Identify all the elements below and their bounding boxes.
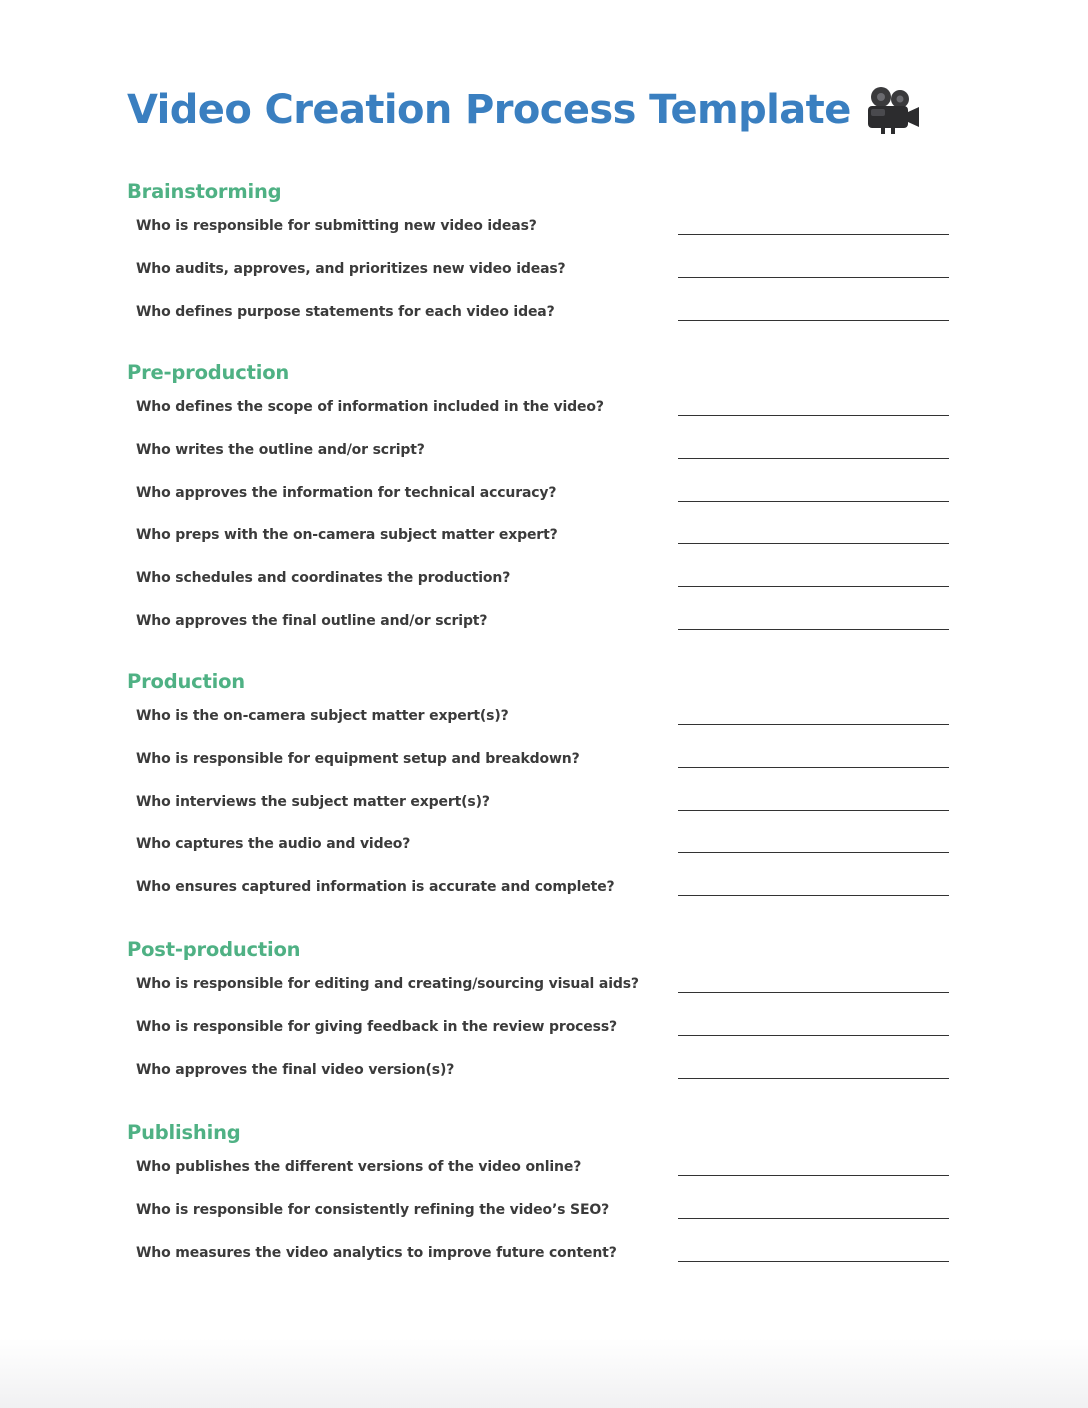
movie-camera-icon — [865, 85, 921, 135]
question-text: Who is responsible for consistently refining the video’s SEO? — [136, 1201, 610, 1218]
answer-line[interactable] — [678, 1035, 949, 1036]
question-text: Who publishes the different versions of the video online? — [136, 1159, 582, 1175]
section-heading: Post-production — [127, 938, 301, 961]
answer-line[interactable] — [678, 895, 949, 896]
answer-line[interactable] — [678, 234, 949, 235]
question-row — [127, 702, 967, 745]
answer-line[interactable] — [678, 629, 949, 630]
question-text: Who audits, approves, and prioritizes new video ideas? — [136, 260, 566, 277]
answer-line[interactable] — [678, 458, 949, 459]
answer-line[interactable] — [678, 501, 949, 502]
question-text: Who is responsible for editing and creating/sourcing visual aids? — [136, 976, 639, 992]
page-bottom-shadow — [0, 1338, 1088, 1408]
question-text: Who defines purpose statements for each video idea? — [136, 303, 555, 320]
question-text: Who is responsible for submitting new video ideas? — [136, 218, 537, 234]
section-heading: Production — [127, 670, 245, 693]
question-text: Who measures the video analytics to improve future content? — [136, 1244, 617, 1261]
question-text: Who approves the final video version(s)? — [136, 1061, 455, 1078]
question-text: Who is responsible for giving feedback in the review process? — [136, 1018, 617, 1035]
question-row — [127, 564, 967, 607]
question-row — [127, 970, 967, 1013]
section-publishing — [127, 1116, 967, 1281]
question-text: Who approves the information for technical accuracy? — [136, 484, 557, 501]
question-row — [127, 298, 967, 341]
answer-line[interactable] — [678, 1175, 949, 1176]
section-heading: Pre-production — [127, 361, 290, 384]
answer-line[interactable] — [678, 1078, 949, 1079]
section-heading: Publishing — [127, 1121, 241, 1144]
question-row — [127, 1056, 967, 1099]
answer-line[interactable] — [678, 810, 949, 811]
question-text: Who is the on-camera subject matter expert(s)? — [136, 708, 509, 724]
question-text: Who approves the final outline and/or script? — [136, 612, 488, 629]
answer-line[interactable] — [678, 1261, 949, 1262]
section-post-production — [127, 933, 967, 1098]
question-text: Who defines the scope of information included in the video? — [136, 399, 604, 415]
question-row — [127, 521, 967, 564]
section-pre-production — [127, 356, 967, 650]
section-production — [127, 665, 967, 916]
question-text: Who writes the outline and/or script? — [136, 441, 425, 458]
question-row — [127, 607, 967, 650]
question-row — [127, 1239, 967, 1282]
question-text: Who schedules and coordinates the production? — [136, 570, 511, 587]
section-heading: Brainstorming — [127, 180, 282, 203]
answer-line[interactable] — [678, 767, 949, 768]
question-row — [127, 393, 967, 436]
question-text: Who interviews the subject matter expert(s)? — [136, 793, 490, 810]
answer-line[interactable] — [678, 852, 949, 853]
answer-line[interactable] — [678, 992, 949, 993]
question-text: Who captures the audio and video? — [136, 836, 411, 853]
answer-line[interactable] — [678, 543, 949, 544]
question-row — [127, 479, 967, 522]
question-row — [127, 255, 967, 298]
question-row — [127, 212, 967, 255]
question-row — [127, 1013, 967, 1056]
answer-line[interactable] — [678, 724, 949, 725]
section-brainstorming — [127, 175, 967, 340]
answer-line[interactable] — [678, 586, 949, 587]
answer-line[interactable] — [678, 1218, 949, 1219]
answer-line[interactable] — [678, 277, 949, 278]
page-title-text: Video Creation Process Template — [127, 87, 851, 133]
answer-line[interactable] — [678, 320, 949, 321]
answer-line[interactable] — [678, 415, 949, 416]
question-text: Who preps with the on-camera subject matter expert? — [136, 527, 558, 544]
question-row — [127, 1153, 967, 1196]
page-title — [127, 82, 921, 138]
question-row — [127, 873, 967, 916]
question-row — [127, 436, 967, 479]
question-row — [127, 830, 967, 873]
question-text: Who is responsible for equipment setup and breakdown? — [136, 750, 580, 767]
question-text: Who ensures captured information is accurate and complete? — [136, 879, 615, 896]
question-row — [127, 745, 967, 788]
question-row — [127, 788, 967, 831]
question-row — [127, 1196, 967, 1239]
